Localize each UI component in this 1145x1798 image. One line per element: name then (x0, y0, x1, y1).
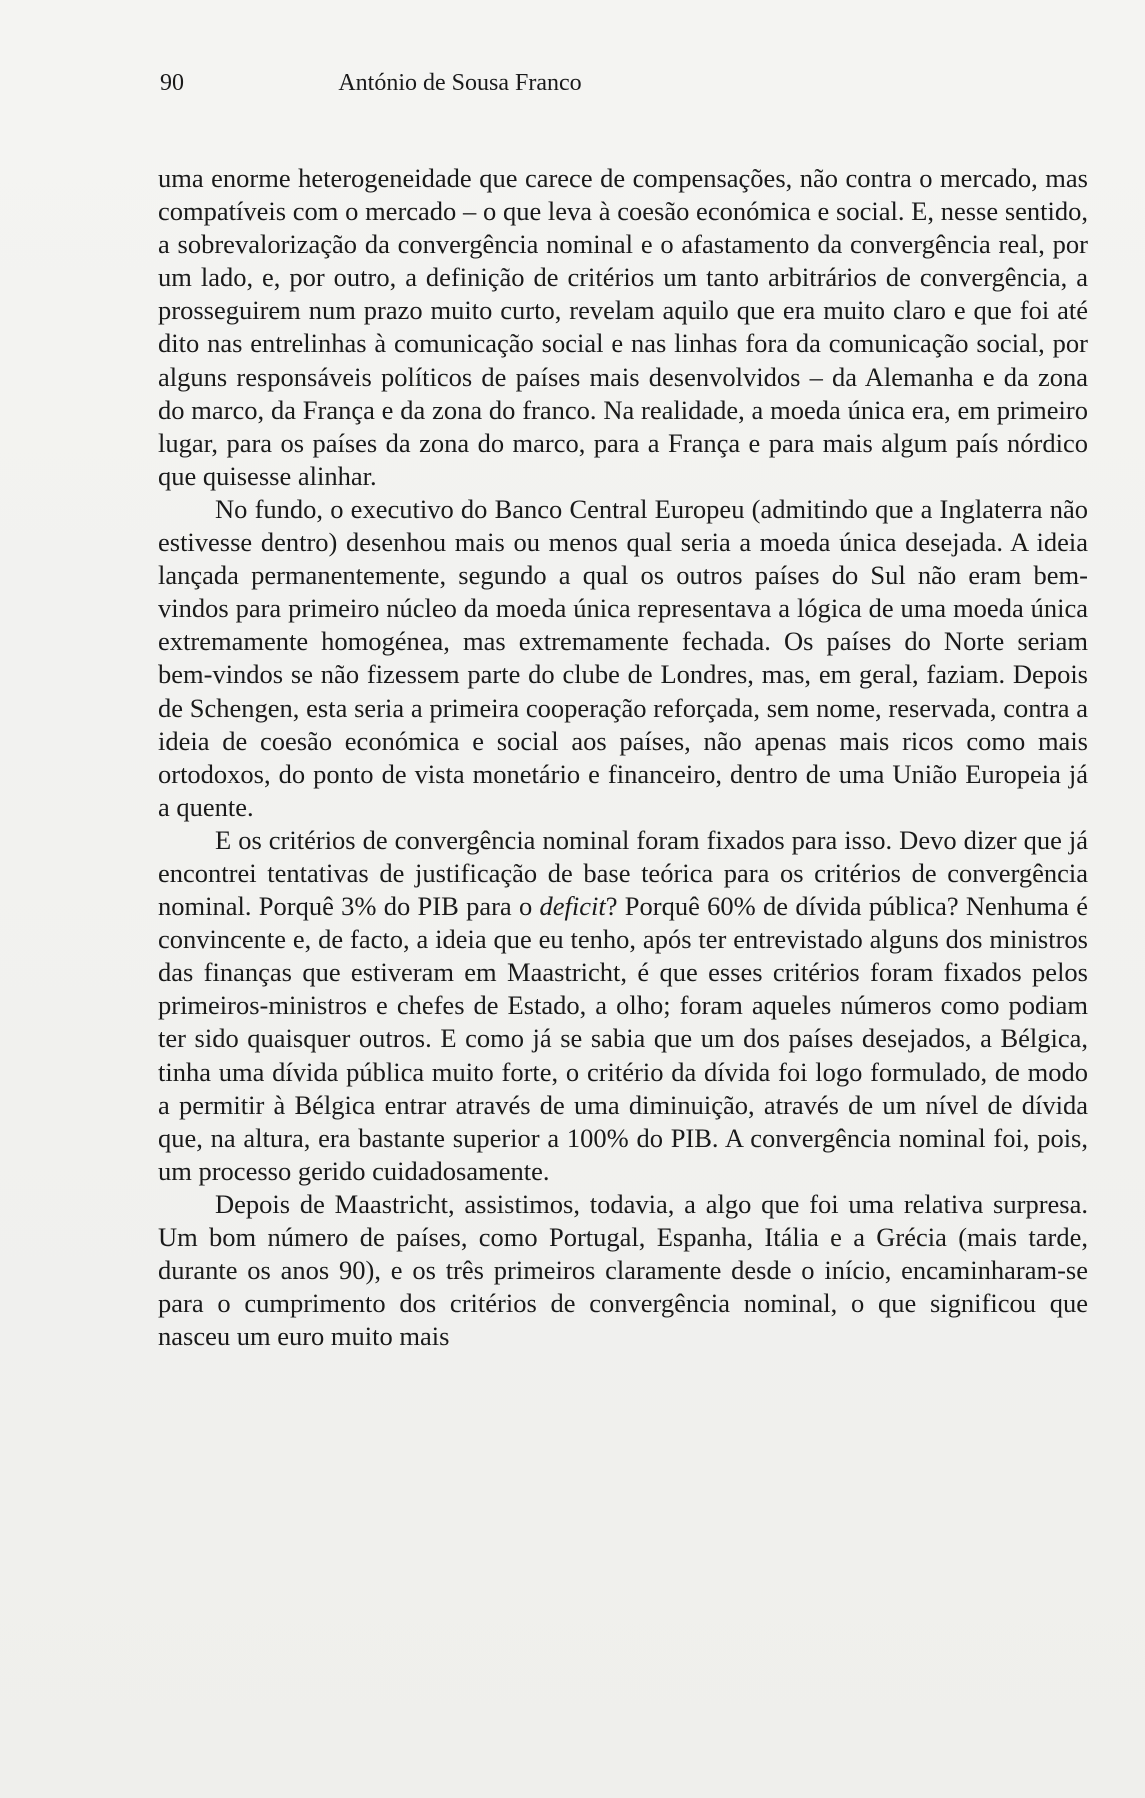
page-number: 90 (160, 70, 184, 96)
paragraph (158, 493, 1088, 824)
running-header (160, 66, 1085, 100)
paragraph-text: E os critérios de convergência nominal foram fixados para isso. Devo dizer que já encontrei tentativas de justificação de base teórica para os critérios de convergência nominal. Porquê 3% do PIB para o (158, 824, 1088, 922)
paragraph-text: Depois de Maastricht, assistimos, todavia, a algo que foi uma relativa surpresa. Um bom número de países, como Portugal, Espanha, Itália e a Grécia (mais tarde, durante os anos 90), e os três primeiros claramente desde o início, encaminharam-se para o cumprimento dos critérios de convergência nominal, o que significou que nasceu um euro muito mais (158, 1188, 1088, 1352)
paragraph (158, 162, 1088, 493)
paragraph-text: uma enorme heterogeneidade que carece de compensações, não contra o mercado, mas compatíveis com o mercado – o que leva à coesão económica e social. E, nesse sentido, a sobrevalorização da convergência nominal e o afastamento da convergência real, por um lado, e, por outro, a definição de critérios um tanto arbitrários de convergência, a prosseguirem num prazo muito curto, revelam aquilo que era muito claro e que foi até dito nas entrelinhas à comunicação social e nas linhas fora da comunicação social, por alguns responsáveis políticos de países mais desenvolvidos – da Alemanha e da zona do marco, da França e da zona do franco. Na realidade, a moeda única era, em primeiro lugar, para os países da zona do marco, para a França e para mais algum país nórdico que quisesse alinhar. (158, 163, 1088, 491)
body-text (158, 162, 1088, 1353)
paragraph (158, 824, 1088, 1188)
running-title: António de Sousa Franco (338, 70, 582, 96)
paragraph-text: No fundo, o executivo do Banco Central Europeu (admitindo que a Inglaterra não estivesse dentro) desenhou mais ou menos qual seria a moeda única desejada. A ideia lançada permanentemente, segundo a qual os outros países do Sul não eram bem-vindos para primeiro núcleo da moeda única representava a lógica de uma moeda única extremamente homogénea, mas extremamente fechada. Os países do Norte seriam bem-vindos se não fizessem parte do clube de Londres, mas, em geral, faziam. Depois de Schengen, esta seria a primeira cooperação reforçada, sem nome, reservada, contra a ideia de coesão económica e social aos países, não apenas mais ricos como mais ortodoxos, do ponto de vista monetário e financeiro, dentro de uma União Europeia já a quente. (158, 493, 1088, 822)
paragraph-text: ? Porquê 60% de dívida pública? Nenhuma é convincente e, de facto, a ideia que eu tenho, após ter entrevistado alguns dos ministros das finanças que estiveram em Maastricht, é que esses critérios foram fixados pelos primeiros-ministros e chefes de Estado, a olho; foram aqueles números como podiam ter sido quaisquer outros. E como já se sabia que um dos países desejados, a Bélgica, tinha uma dívida pública muito forte, o critério da dívida foi logo formulado, de modo a permitir à Bélgica entrar através de uma diminuição, através de um nível de dívida que, na altura, era bastante superior a 100% do PIB. A convergência nominal foi, pois, um processo gerido cuidadosamente. (158, 891, 1088, 1186)
italic-term: deficit (539, 891, 606, 922)
paragraph (158, 1188, 1088, 1353)
